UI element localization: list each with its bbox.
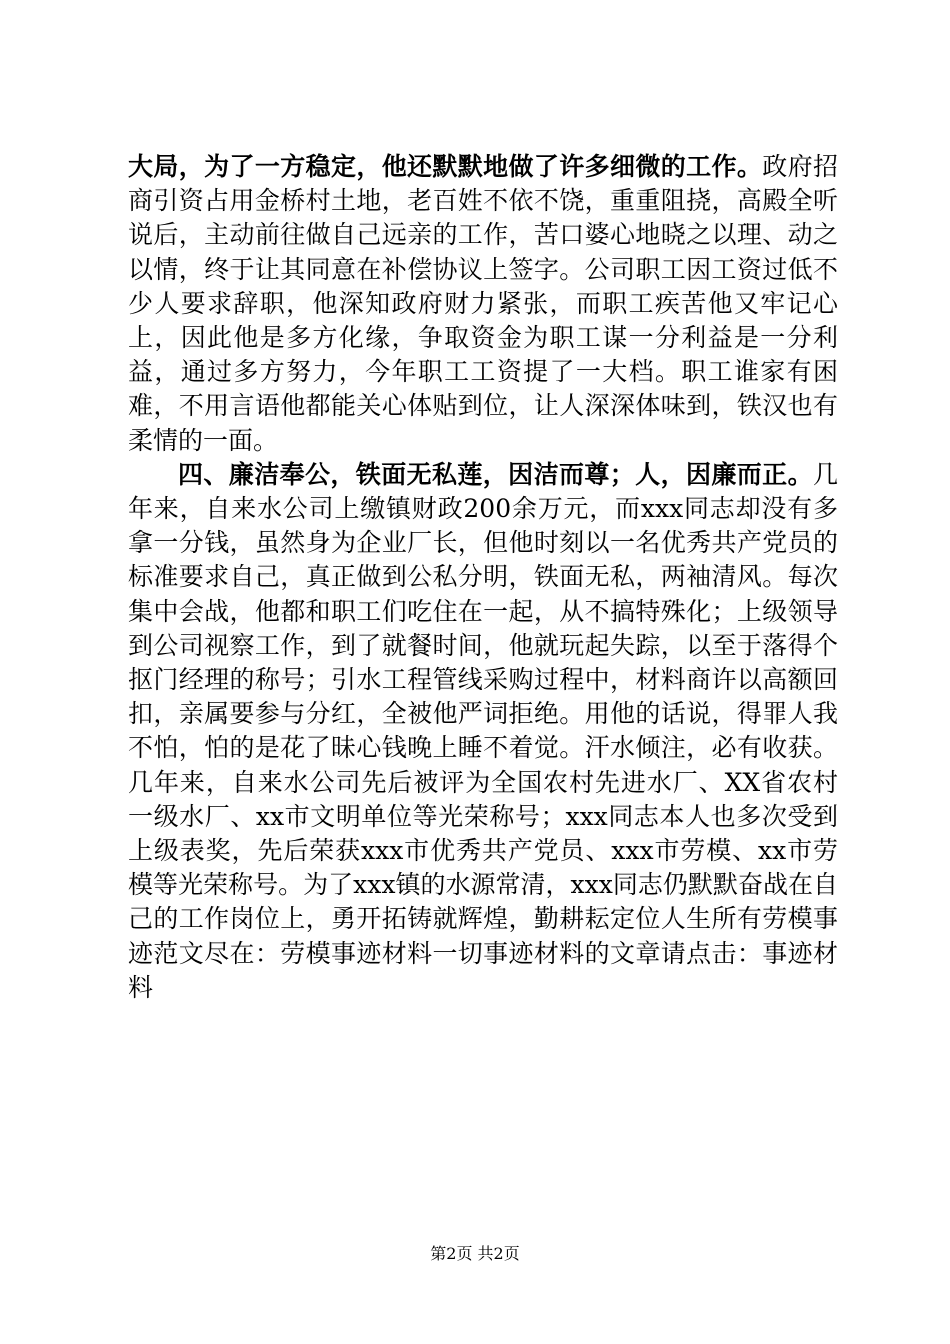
page-footer: 第2页 共2页 bbox=[430, 1244, 520, 1263]
paragraph-1-text: 政府招商引资占用金桥村土地，老百姓不依不饶，重重阻挠，高殿全听说后，主动前往做自己远亲的工作，苦口婆心地晓之以理、动之以情，终于让其同意在补偿协议上签字。公司职工因工资过低不少人要求辞职，他深知政府财力紧张，而职工疾苦他又牢记心上，因此他是多方化缘，争取资金为职工谋一分利益是一分利益，通过多方努力，今年职工工资提了一大档。职工谁家有困难，不用言语他都能关心体贴到位，让人深深体味到，铁汉也有柔情的一面。 bbox=[128, 152, 838, 455]
paragraph-1-bold-lead: 大局，为了一方稳定，他还默默地做了许多细微的工作。 bbox=[128, 152, 763, 181]
paragraph-1 bbox=[128, 150, 838, 458]
paragraph-2-text: 几年来，自来水公司上缴镇财政200余万元，而xxx同志却没有多拿一分钱，虽然身为企业厂长，但他时刻以一名优秀共产党员的标准要求自己，真正做到公私分明，铁面无私，两袖清风。每次集中会战，他都和职工们吃住在一起，从不搞特殊化；上级领导到公司视察工作，到了就餐时间，他就玩起失踪，以至于落得个抠门经理的称号；引水工程管线采购过程中，材料商许以高额回扣，亲属要参与分红，全被他严词拒绝。用他的话说，得罪人我不怕，怕的是花了昧心钱晚上睡不着觉。汗水倾注，必有收获。几年来，自来水公司先后被评为全国农村先进水厂、XX省农村一级水厂、xx市文明单位等光荣称号；xxx同志本人也多次受到上级表奖，先后荣获xxx市优秀共产党员、xxx市劳模、xx市劳模等光荣称号。为了xxx镇的水源常清，xxx同志仍默默奋战在自己的工作岗位上，勇开拓铸就辉煌，勤耕耘定位人生所有劳模事迹范文尽在：劳模事迹材料一切事迹材料的文章请点击：事迹材料 bbox=[128, 459, 838, 1002]
document-body bbox=[128, 150, 838, 1005]
paragraph-2 bbox=[128, 458, 838, 1005]
section-4-heading: 四、廉洁奉公，铁面无私莲，因洁而尊；人，因廉而正。 bbox=[178, 459, 813, 489]
